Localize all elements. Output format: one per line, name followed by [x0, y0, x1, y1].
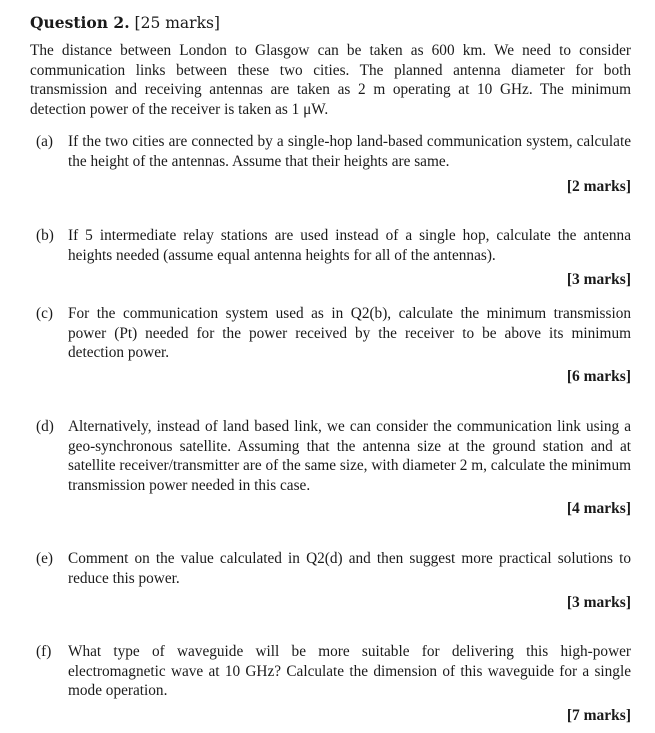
part-f-label: (f) — [36, 643, 52, 660]
part-a-marks: [2 marks] — [566, 178, 631, 195]
part-e-text: Comment on the value calculated in Q2(d) and then suggest more practical solutions to reduce this power. — [68, 550, 631, 587]
part-e-marks: [3 marks] — [566, 594, 631, 611]
question-heading — [30, 13, 220, 33]
part-c-text: For the communication system used as in Q2(b), calculate the minimum transmission power (Pt) needed for the power received by the receiver to be above its minimum detection power. — [68, 305, 631, 362]
part-b-label: (b) — [36, 227, 54, 244]
part-b — [36, 226, 631, 265]
part-d — [36, 417, 631, 495]
question-total-marks: [25 marks] — [134, 14, 220, 32]
part-c-label: (c) — [36, 305, 53, 322]
part-c-marks: [6 marks] — [566, 368, 631, 385]
part-e — [36, 549, 631, 588]
part-b-text: If 5 intermediate relay stations are used instead of a single hop, calculate the antenna heights needed (assume equal antenna heights for all of the antennas). — [68, 227, 631, 264]
question-title: Question 2. — [30, 13, 130, 32]
part-c — [36, 304, 631, 363]
part-a-text: If the two cities are connected by a single-hop land-based communication system, calculate the height of the antennas. Assume that their heights are same. — [68, 133, 631, 170]
part-a — [36, 132, 631, 171]
part-a-label: (a) — [36, 133, 53, 150]
question-intro: The distance between London to Glasgow can be taken as 600 km. We need to consider communication links between these two cities. The planned antenna diameter for both transmission and receiving antennas are taken as 2 m operating at 10 GHz. The minimum detection power of the receiver is taken as 1 μW. — [30, 42, 631, 118]
part-d-text: Alternatively, instead of land based link, we can consider the communication link using a geo-synchronous satellite. Assuming that the antenna size at the ground station and at satellite receiver/transmitter are of the same size, with diameter 2 m, calculate the minimum transmission power needed in this case. — [68, 418, 631, 494]
part-f — [36, 642, 631, 701]
part-d-marks: [4 marks] — [566, 500, 631, 517]
part-d-label: (d) — [36, 418, 54, 435]
part-e-label: (e) — [36, 550, 53, 567]
part-b-marks: [3 marks] — [566, 271, 631, 288]
part-f-text: What type of waveguide will be more suitable for delivering this high-power electromagnetic wave at 10 GHz? Calculate the dimension of this waveguide for a single mode operation. — [68, 643, 631, 700]
part-f-marks: [7 marks] — [566, 707, 631, 724]
